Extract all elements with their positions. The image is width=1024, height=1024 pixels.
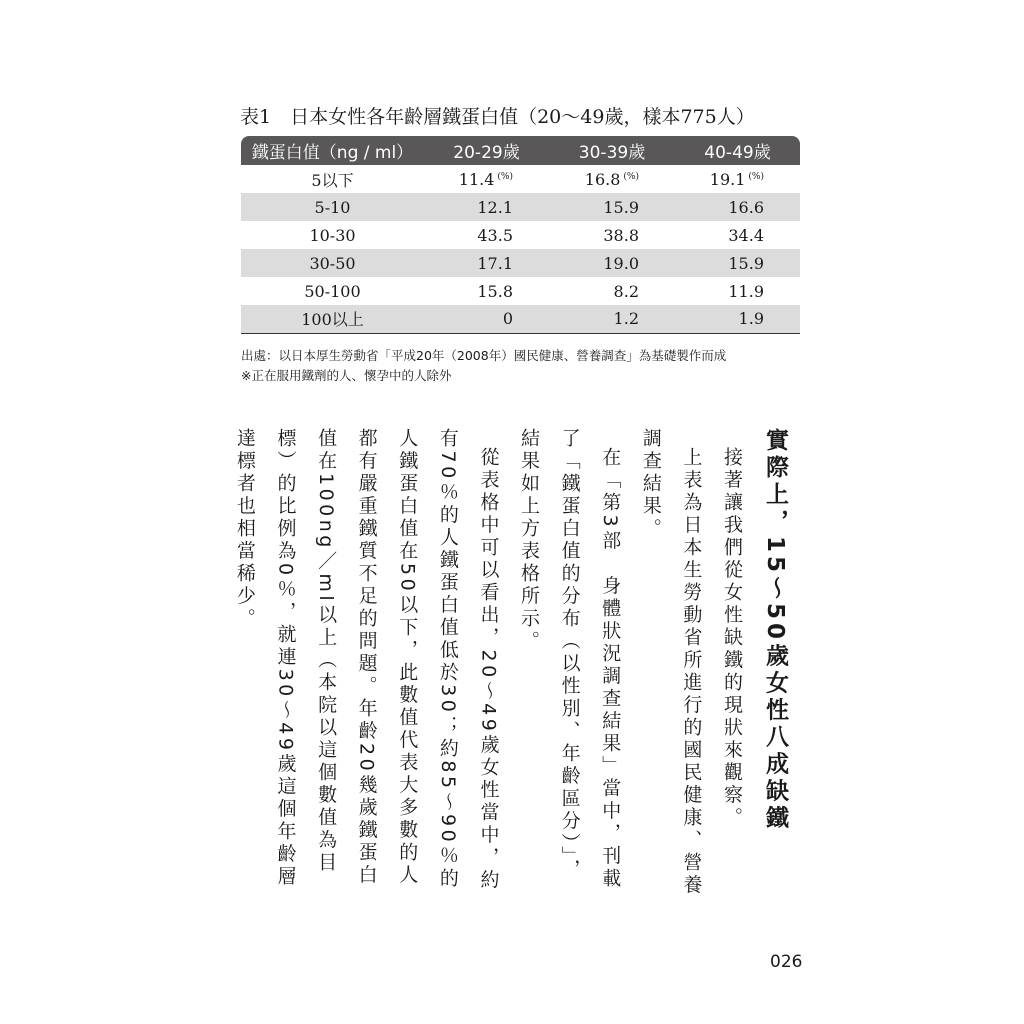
table-row	[241, 277, 800, 305]
table-cell: 19.0	[603, 253, 639, 273]
table-cell: 17.1	[477, 253, 513, 273]
source-note	[241, 346, 726, 386]
row-label: 5-10	[314, 197, 351, 217]
table-cell: 43.5	[477, 225, 513, 245]
body-paragraph: 接著讓我們從女性缺鐵的現狀來觀察。	[721, 447, 743, 830]
table-cell: 38.8	[603, 225, 639, 245]
percent-mark: (%)	[748, 171, 764, 182]
row-label: 30-50	[309, 253, 356, 273]
table-header-row	[241, 136, 800, 165]
table-row	[241, 221, 800, 249]
header-age-40-49: 40-49歲	[704, 143, 771, 163]
header-age-30-39: 30-39歲	[578, 143, 646, 163]
table-cell: 19.1 (%)	[709, 169, 764, 189]
table-row	[241, 249, 800, 277]
row-label: 10-30	[309, 225, 356, 245]
header-age-20-29: 20-29歲	[453, 143, 520, 163]
table-cell: 11.4 (%)	[458, 169, 513, 189]
body-paragraph: 上表為日本生勞動省所進行的國民健康、營養調查結果。	[639, 428, 703, 897]
percent-mark: (%)	[497, 171, 513, 182]
table-cell: 34.4	[728, 225, 764, 245]
body-paragraph: 在「第3部 身體狀況調查結果」當中，刊載了「鐵蛋白值的分布（以性別、年齡區分）」，結果如上方表格所示。	[518, 428, 622, 891]
vertical-body-text	[220, 428, 798, 898]
table-cell: 1.9	[675, 305, 800, 333]
row-label: 5以下	[311, 170, 354, 190]
table-caption: 表1 日本女性各年齡層鐵蛋白值（20～49歲，樣本775人）	[240, 106, 755, 128]
table-cell: 12.1	[477, 197, 513, 217]
table-cell: 16.8 (%)	[584, 169, 639, 189]
table-cell: 0	[424, 305, 549, 333]
table-cell: 15.9	[603, 197, 639, 217]
table-cell: 16.6	[728, 197, 764, 217]
row-label: 100以上	[241, 305, 424, 333]
table-cell: 8.2	[613, 281, 639, 301]
section-heading: 實際上，15～50歲女性八成缺鐵	[762, 428, 788, 833]
table-cell: 15.9	[728, 253, 764, 273]
table-cell: 11.9	[728, 281, 764, 301]
row-label: 50-100	[304, 281, 361, 301]
header-ferritin: 鐵蛋白值（ng / ml）	[251, 143, 414, 163]
table-row	[241, 193, 800, 221]
page-number: 026	[770, 952, 803, 972]
table-row	[241, 165, 800, 193]
body-paragraph: 從表格中可以看出，20～49歲女性當中，約有70％的人鐵蛋白值低於30；約85～90％的人鐵蛋白值在50以下，此數值代表大多數的人都有嚴重鐵質不足的問題。年齡20幾歲鐵蛋白值在100ng／ml以上（本院以這個數值為目標）的比例為0％，就連30～49歲這個年齡層達標者也相當稀少。	[233, 428, 500, 892]
ferritin-table	[241, 136, 800, 334]
source-citation: 出處：以日本厚生勞動省「平成20年（2008年）國民健康、營養調查」為基礎製作而成	[241, 348, 727, 363]
table-cell: 15.8	[477, 281, 513, 301]
percent-mark: (%)	[623, 171, 639, 182]
table-cell: 1.2	[549, 305, 675, 333]
exclusion-note: ※正在服用鐵劑的人、懷孕中的人除外	[241, 368, 452, 383]
table-row	[241, 305, 800, 333]
